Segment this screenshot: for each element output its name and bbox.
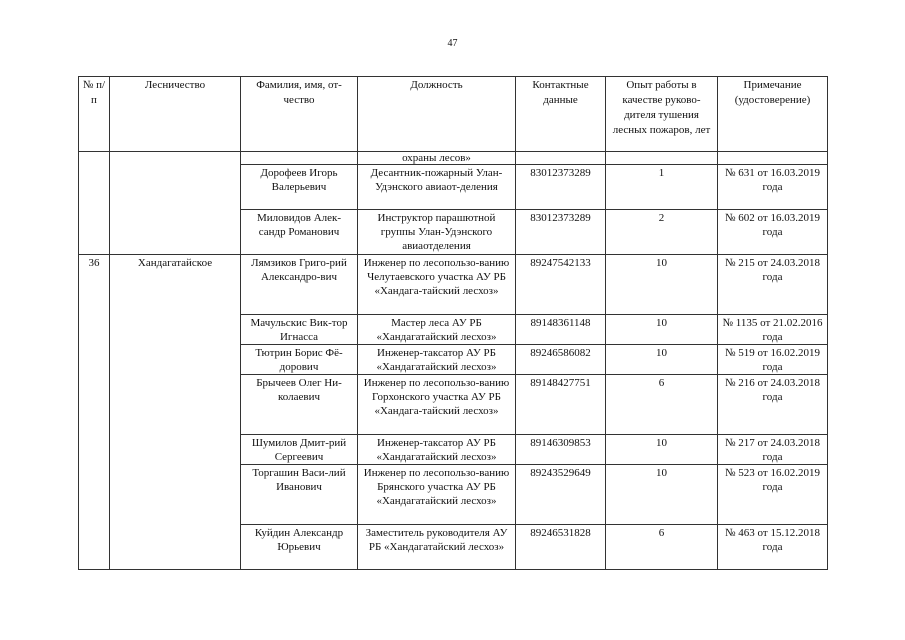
- group-forestry-cell: Хандагатайское: [110, 255, 241, 570]
- position-cell: Инженер-таксатор АУ РБ «Хандагатайский лесхоз»: [358, 435, 516, 465]
- contacts-cell: 89243529649: [516, 465, 606, 525]
- experience-cell: 10: [606, 345, 718, 375]
- note-cell: № 1135 от 21.02.2016 года: [718, 315, 828, 345]
- group-num-cell: 36: [79, 255, 110, 570]
- page-number: 47: [447, 38, 458, 49]
- contacts-cell: [516, 152, 606, 165]
- position-cell: Инженер-таксатор АУ РБ «Хандагатайский лесхоз»: [358, 345, 516, 375]
- name-cell: Дорофеев Игорь Валерьевич: [241, 165, 358, 210]
- experience-cell: 10: [606, 465, 718, 525]
- experience-cell: 6: [606, 525, 718, 570]
- experience-cell: 10: [606, 315, 718, 345]
- header-position: Должность: [358, 77, 516, 152]
- note-cell: № 215 от 24.03.2018 года: [718, 255, 828, 315]
- header-experience: Опыт работы в качестве руково-дителя тушения лесных пожаров, лет: [606, 77, 718, 152]
- name-cell: Мачульскис Вик-тор Игнасса: [241, 315, 358, 345]
- note-cell: № 217 от 24.03.2018 года: [718, 435, 828, 465]
- contacts-cell: 83012373289: [516, 165, 606, 210]
- header-note: Примечание (удостоверение): [718, 77, 828, 152]
- contacts-cell: 89148427751: [516, 375, 606, 435]
- name-cell: Торгашин Васи-лий Иванович: [241, 465, 358, 525]
- forestry-cell: [110, 152, 241, 255]
- position-cell: Инженер по лесопользо-ванию Брянского участка АУ РБ «Хандагатайский лесхоз»: [358, 465, 516, 525]
- note-cell: № 631 от 16.03.2019 года: [718, 165, 828, 210]
- position-cell: Инженер по лесопользо-ванию Челутаевского участка АУ РБ «Хандага-тайский лесхоз»: [358, 255, 516, 315]
- name-cell: Брычеев Олег Ни-колаевич: [241, 375, 358, 435]
- experience-cell: 6: [606, 375, 718, 435]
- experience-cell: 2: [606, 210, 718, 255]
- contacts-cell: 89148361148: [516, 315, 606, 345]
- num-cell: [79, 152, 110, 255]
- note-cell: № 216 от 24.03.2018 года: [718, 375, 828, 435]
- experience-cell: 10: [606, 435, 718, 465]
- contacts-cell: 89246586082: [516, 345, 606, 375]
- table-header-row: [79, 77, 828, 152]
- note-cell: № 602 от 16.03.2019 года: [718, 210, 828, 255]
- contacts-cell: 83012373289: [516, 210, 606, 255]
- position-cell: охраны лесов»: [358, 152, 516, 165]
- contacts-cell: 89146309853: [516, 435, 606, 465]
- header-forestry: Лесничество: [110, 77, 241, 152]
- position-cell: Мастер леса АУ РБ «Хандагатайский лесхоз»: [358, 315, 516, 345]
- table-row: [79, 255, 828, 315]
- name-cell: Лямзиков Григо-рий Александро-вич: [241, 255, 358, 315]
- forestry-staff-table: [78, 76, 828, 570]
- table-row: [79, 152, 828, 165]
- header-name: Фамилия, имя, от-чество: [241, 77, 358, 152]
- experience-cell: 10: [606, 255, 718, 315]
- name-cell: Миловидов Алек-сандр Романович: [241, 210, 358, 255]
- contacts-cell: 89247542133: [516, 255, 606, 315]
- contacts-cell: 89246531828: [516, 525, 606, 570]
- header-contacts: Контактные данные: [516, 77, 606, 152]
- note-cell: № 463 от 15.12.2018 года: [718, 525, 828, 570]
- note-cell: [718, 152, 828, 165]
- position-cell: Инструктор парашютной группы Улан-Удэнского авиаотделения: [358, 210, 516, 255]
- experience-cell: [606, 152, 718, 165]
- position-cell: Заместитель руководителя АУ РБ «Хандагатайский лесхоз»: [358, 525, 516, 570]
- note-cell: № 519 от 16.02.2019 года: [718, 345, 828, 375]
- note-cell: № 523 от 16.02.2019 года: [718, 465, 828, 525]
- name-cell: Тютрин Борис Фё-дорович: [241, 345, 358, 375]
- experience-cell: 1: [606, 165, 718, 210]
- header-num: № п/п: [79, 77, 110, 152]
- name-cell: Куйдин Александр Юрьевич: [241, 525, 358, 570]
- position-cell: Десантник-пожарный Улан-Удэнского авиаот-деления: [358, 165, 516, 210]
- name-cell: Шумилов Дмит-рий Сергеевич: [241, 435, 358, 465]
- position-cell: Инженер по лесопользо-ванию Горхонского участка АУ РБ «Хандага-тайский лесхоз»: [358, 375, 516, 435]
- name-cell: [241, 152, 358, 165]
